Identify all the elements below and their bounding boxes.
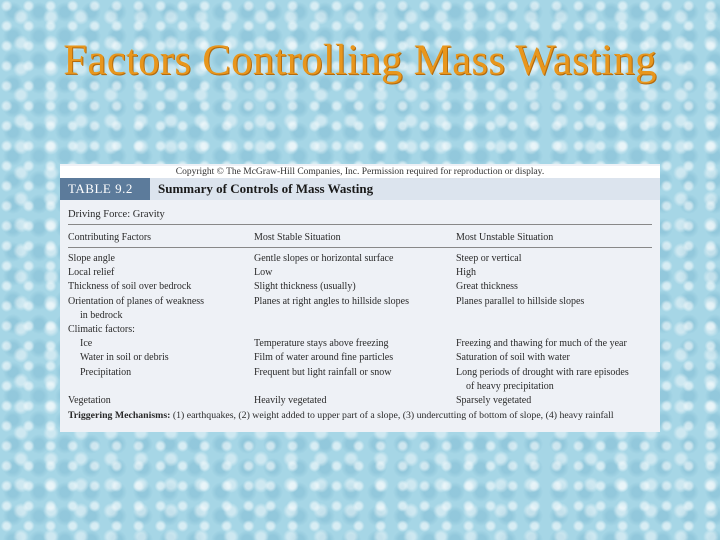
divider [68, 224, 652, 225]
column-header-unstable: Most Unstable Situation [456, 232, 554, 243]
table-heading: Summary of Controls of Mass Wasting [158, 181, 374, 196]
cell-factor: Climatic factors: [68, 324, 135, 335]
cell-unstable: High [456, 267, 476, 279]
cell-factor: in bedrock [80, 309, 123, 321]
column-header-stable: Most Stable Situation [254, 232, 341, 243]
cell-stable: Temperature stays above freezing [254, 338, 389, 350]
cell-unstable: Sparsely vegetated [456, 395, 532, 406]
cell-factor: Orientation of planes of weakness [68, 295, 205, 307]
copyright-notice: Copyright © The McGraw-Hill Companies, Inc. Permission required for reproduction or display. [60, 166, 660, 178]
cell-factor: Local relief [68, 267, 115, 279]
table-label: TABLE 9.2 [60, 178, 150, 200]
cell-factor: Precipitation [80, 366, 132, 378]
column-header-factors: Contributing Factors [68, 232, 152, 243]
summary-table [60, 164, 660, 432]
cell-unstable: of heavy precipitation [466, 380, 554, 392]
driving-force: Driving Force: Gravity [68, 209, 165, 220]
cell-stable: Gentle slopes or horizontal surface [254, 253, 394, 264]
cell-unstable: Saturation of soil with water [456, 352, 570, 364]
triggering-text: (1) earthquakes, (2) weight added to upper part of a slope, (3) undercutting of bottom of slope, (4) heavy rainfall [170, 410, 614, 421]
cell-stable: Planes at right angles to hillside slopes [254, 295, 409, 307]
cell-factor: Vegetation [68, 395, 111, 406]
cell-factor: Ice [80, 338, 93, 350]
cell-stable: Heavily vegetated [254, 395, 327, 406]
cell-stable: Frequent but light rainfall or snow [254, 366, 392, 378]
slide-title: Factors Controlling Mass Wasting [63, 37, 657, 84]
cell-stable: Low [254, 267, 273, 279]
cell-factor: Slope angle [68, 253, 115, 264]
cell-stable: Slight thickness (usually) [254, 281, 356, 293]
table-header-bar [60, 178, 660, 200]
cell-unstable: Planes parallel to hillside slopes [456, 295, 585, 307]
triggering-label: Triggering Mechanisms: [68, 410, 171, 421]
cell-unstable: Freezing and thawing for much of the year [456, 338, 627, 350]
cell-stable: Film of water around fine particles [254, 352, 394, 364]
cell-factor: Thickness of soil over bedrock [68, 281, 192, 293]
cell-unstable: Long periods of drought with rare episodes [456, 366, 629, 378]
triggering-mechanisms [68, 410, 614, 421]
cell-unstable: Steep or vertical [456, 253, 522, 264]
cell-unstable: Great thickness [456, 281, 518, 293]
divider [68, 247, 652, 248]
cell-factor: Water in soil or debris [80, 352, 169, 364]
